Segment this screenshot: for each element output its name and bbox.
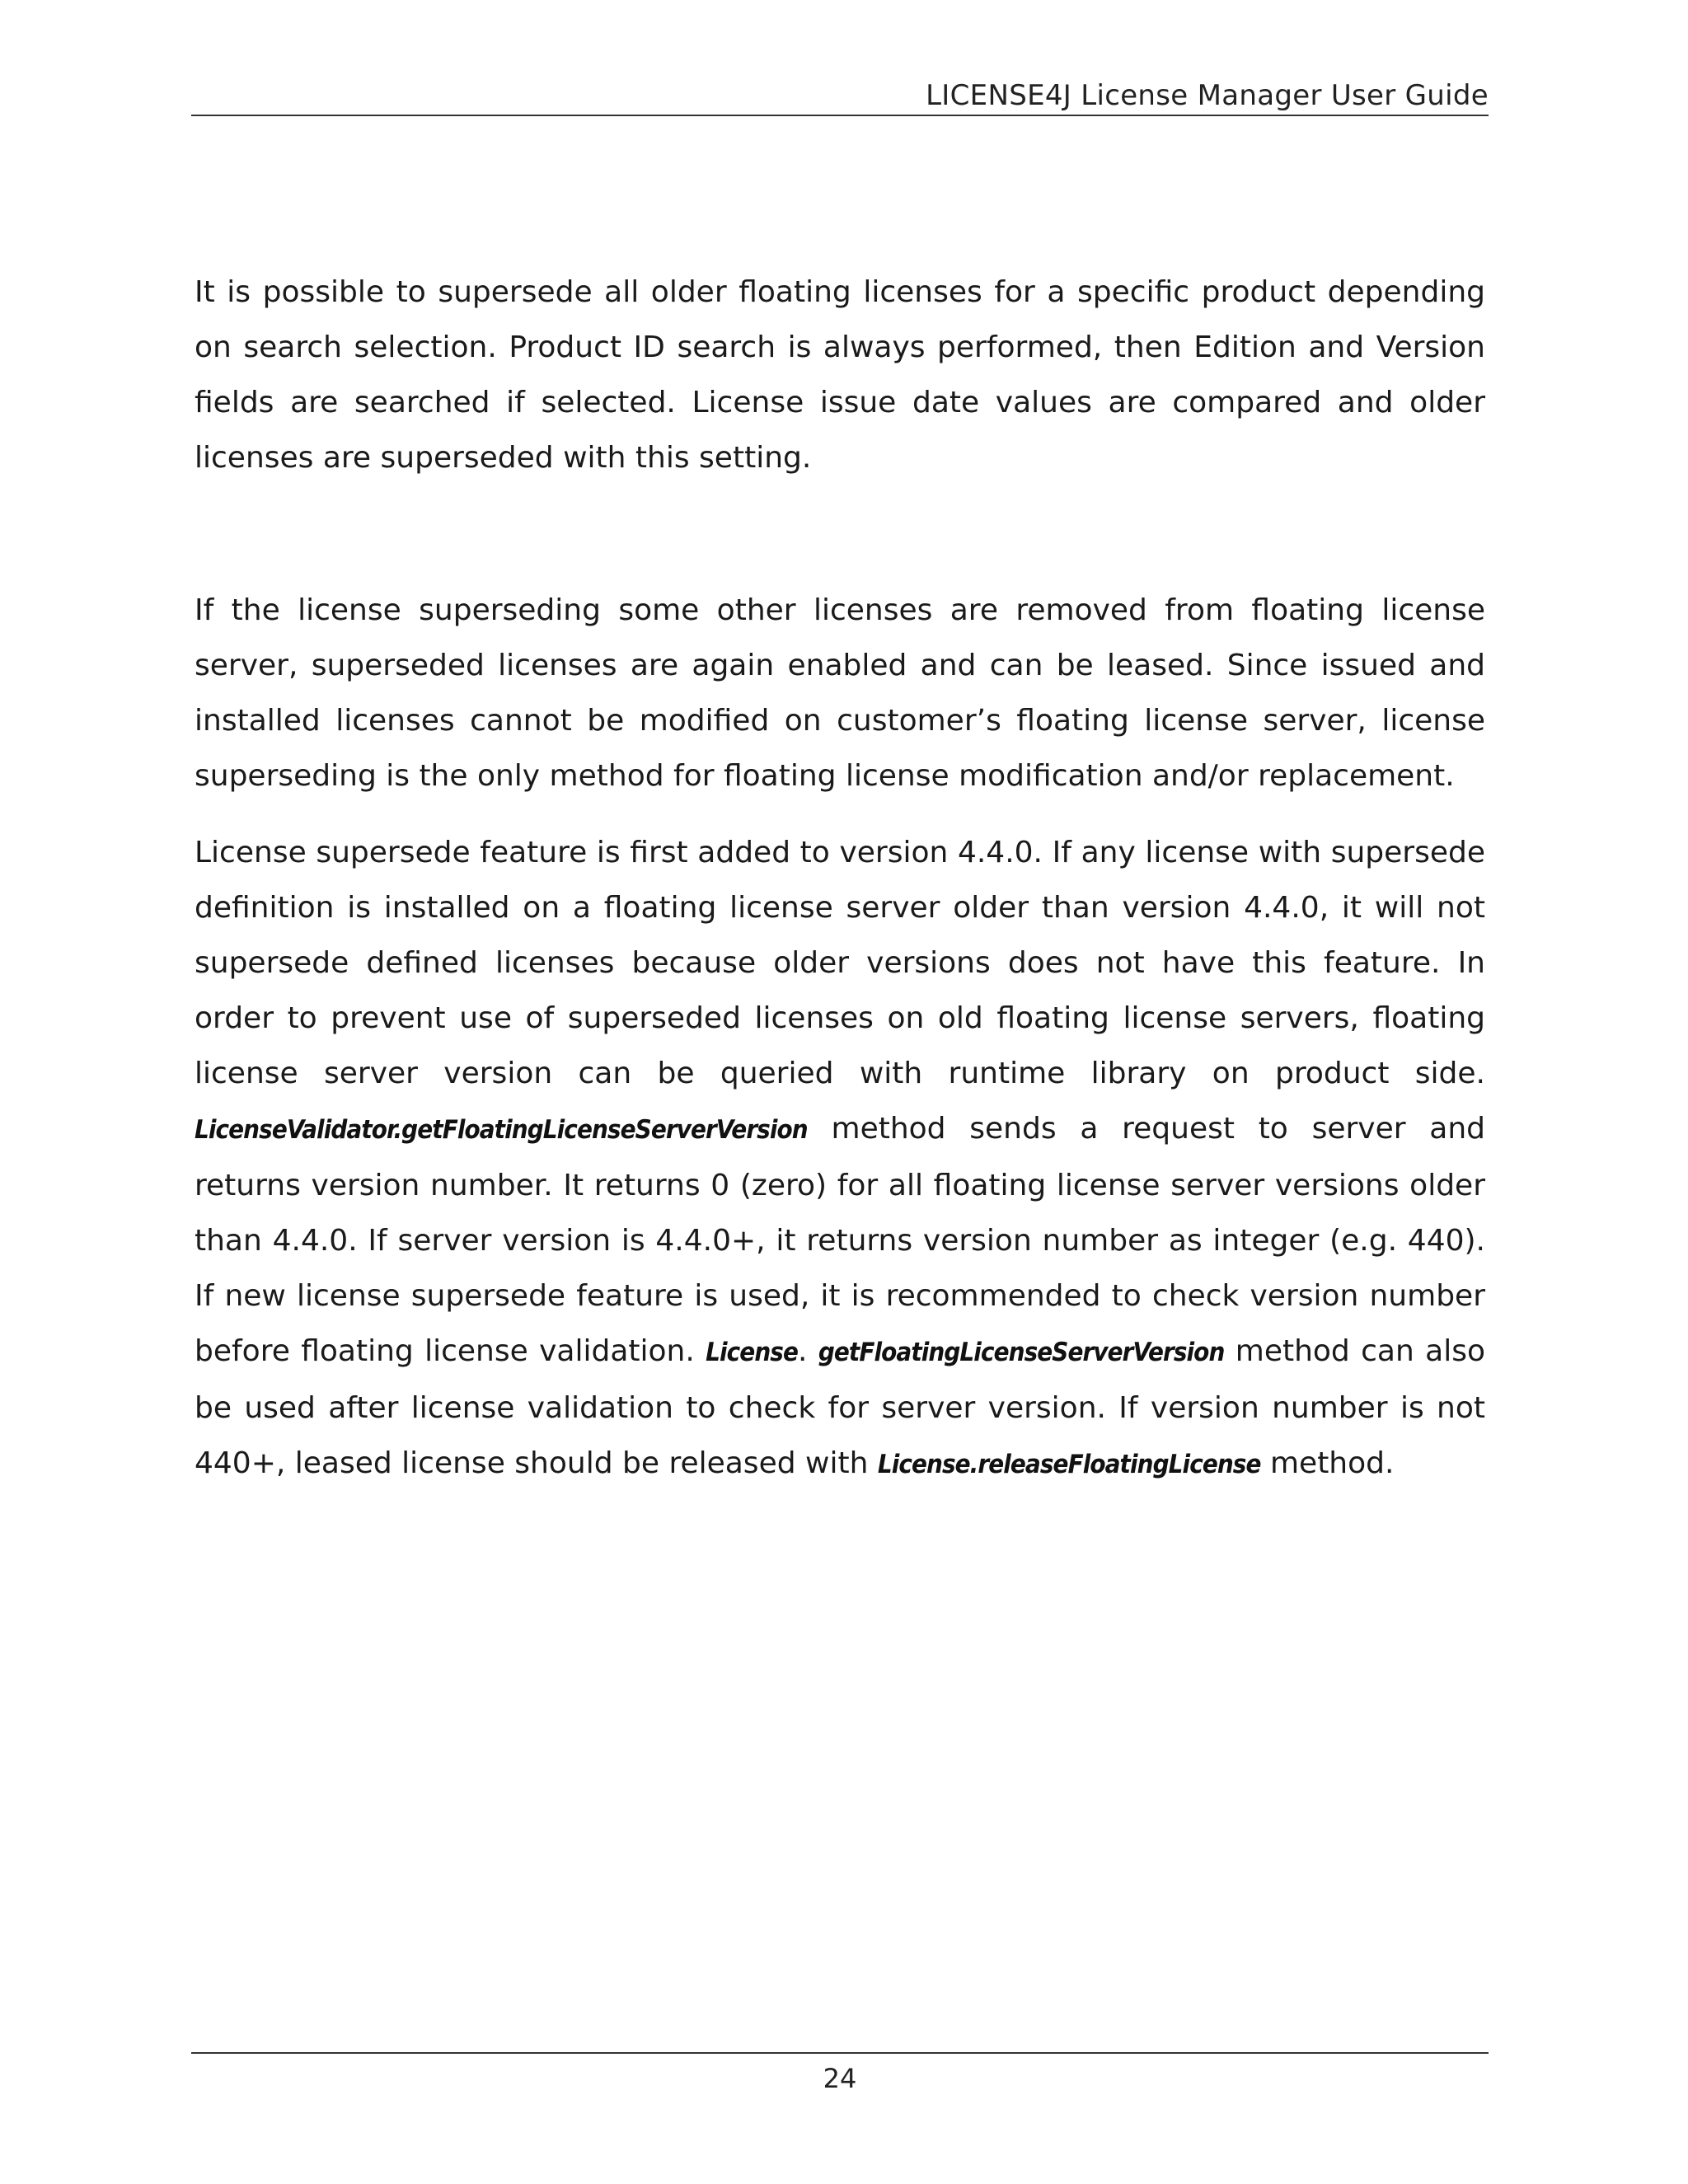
paragraph-text-segment: License supersede feature is first added to version 4.4.0. If any license with supersede definition is installed on a floating license server older than version 4.4.0, it will not supersede defined licenses because older versions does not have this feature. In order to prevent use of superseded licenses on old floating license servers, floating license server version can be queried with runtime library on product side. [195,836,1485,1090]
paragraph-text-segment: . [798,1334,818,1368]
footer-rule [191,2052,1489,2054]
paragraph-text-segment: method sends a request to server and returns version number. It returns 0 (zero) for all floating license server versions older than 4.4.0. If server version is 4.4.0+, it returns version number as integer (e.g. 440). If new license supersede feature is used, it is recommended to check version number before floating license validation. [195,1112,1485,1368]
paragraph-text-segment: method can also be used after license validation to check for server version. If version number is not 440+, leased license should be released with [195,1334,1485,1480]
code-reference-license-validator: LicenseValidator.getFloatingLicenseServerVersion [195,1115,808,1145]
header-rule [191,115,1489,116]
paragraph-supersede-removal: If the license superseding some other licenses are removed from floating license server, superseded licenses are again enabled and can be leased. Since issued and installed licenses cannot be modified on customer’s floating license server, license superseding is the only method for floating license modification and/or replacement. [195,593,1485,793]
paragraph-supersede-version [195,825,1485,1493]
page-number: 24 [823,2063,857,2094]
paragraph-supersede-search: It is possible to supersede all older floating licenses for a specific product depending on search selection. Product ID search is always performed, then Edition and Version fields are searched if selected. License issue date values are compared and older licenses are superseded with this setting. [195,275,1485,475]
page-header-title: LICENSE4J License Manager User Guide [926,79,1489,112]
code-reference-release-floating-license: License.releaseFloatingLicense [877,1450,1261,1479]
paragraph-text-segment: method. [1260,1446,1395,1480]
code-reference-get-floating-server-version: getFloatingLicenseServerVersion [818,1338,1225,1367]
code-reference-license: License [706,1338,799,1367]
